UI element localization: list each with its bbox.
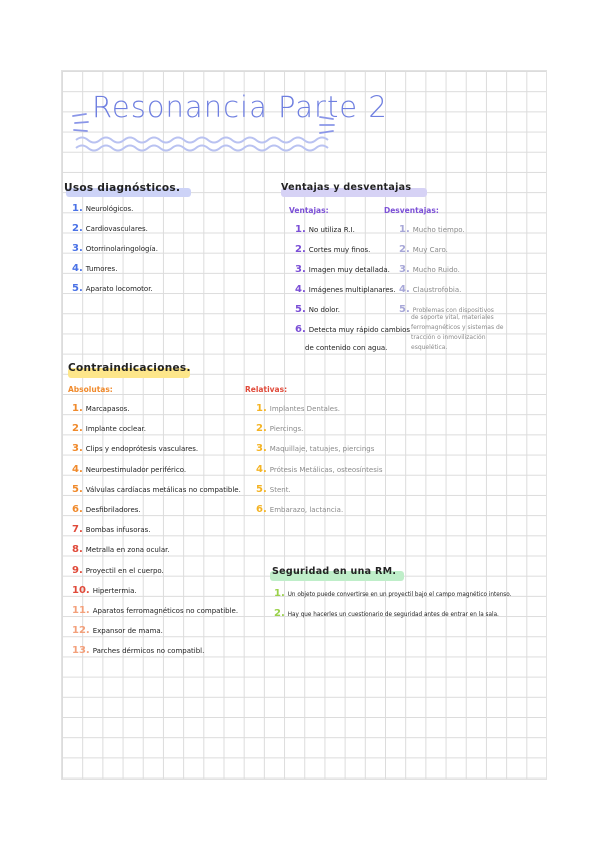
relativa-item-2: 2. Piercings. xyxy=(256,423,304,435)
desventaja-item-5-line5: esquelética. xyxy=(411,344,448,351)
seguridad-list xyxy=(274,588,511,628)
usos-item-2: 2. Cardiovasculares. xyxy=(72,223,148,234)
ventaja-item-4: 4. Imágenes multiplanares. xyxy=(295,284,396,295)
absoluta-item-2: 2. Implante coclear. xyxy=(72,423,147,435)
absoluta-item-12: 12. Expansor de mama. xyxy=(72,625,163,637)
contraindicaciones-heading: Contraindicaciones. xyxy=(68,362,191,374)
desventaja-item-5-line2: de soporte vital, materiales xyxy=(411,314,494,321)
absoluta-item-1: 1. Marcapasos. xyxy=(72,403,130,414)
ventaja-item-6-cont: de contenido con agua. xyxy=(305,344,388,352)
ventaja-item-1: 1. No utiliza R.I. xyxy=(295,224,355,235)
desventajas-list xyxy=(399,224,504,354)
absoluta-item-11: 11. Aparatos ferromagnéticos no compatible. xyxy=(72,604,239,616)
desventaja-item-5: 5. Problemas con dispositivos xyxy=(399,304,494,315)
ventaja-item-3: 3. Imagen muy detallada. xyxy=(295,264,390,275)
absoluta-item-13: 13. Parches dérmicos no compatibl. xyxy=(72,645,205,657)
relativa-item-5: 5. Stent. xyxy=(256,483,291,495)
relativa-item-4: 4. Prótesis Metálicas, osteosíntesis xyxy=(256,463,383,475)
seguridad-heading: Seguridad en una RM. xyxy=(272,566,397,577)
absoluta-item-10: 10. Hipertermia. xyxy=(72,584,137,596)
absoluta-item-5: 5. Válvulas cardíacas metálicas no compatible. xyxy=(72,483,241,495)
absoluta-item-7: 7. Bombas infusoras. xyxy=(72,524,151,536)
usos-item-5: 5. Aparato locomotor. xyxy=(72,283,153,294)
ventajas-list xyxy=(295,224,410,360)
usos-item-1: 1. Neurológicos. xyxy=(72,203,134,214)
absolutas-label: Absolutas: xyxy=(68,385,113,394)
seguridad-item-2: 2. Hay que hacerles un cuestionario de seguridad antes de entrar en la sala. xyxy=(274,608,499,619)
absoluta-item-9: 9. Proyectil en el cuerpo. xyxy=(72,564,164,576)
relativas-list xyxy=(256,403,382,524)
desventaja-item-2: 2. Muy Caro. xyxy=(399,244,448,255)
seguridad-item-1: 1. Un objeto puede convertirse en un proyectil bajo el campo magnético intenso. xyxy=(274,588,512,599)
absoluta-item-3: 3. Clips y endoprótesis vasculares. xyxy=(72,443,199,455)
absoluta-item-6: 6. Desfibriladores. xyxy=(72,503,141,515)
title-wave-underline xyxy=(74,134,336,154)
page-title: Resonancia Parte 2 xyxy=(92,90,388,124)
ventajas-label: Ventajas: xyxy=(289,206,329,215)
desventaja-item-5-line4: tracción o inmovilización xyxy=(411,334,486,341)
desventajas-label: Desventajas: xyxy=(384,206,439,215)
usos-item-4: 4. Tumores. xyxy=(72,263,118,274)
title-decoration-left xyxy=(72,112,90,134)
desventaja-item-3: 3. Mucho Ruido. xyxy=(399,264,460,275)
desventaja-item-4: 4. Claustrofobia. xyxy=(399,284,462,295)
usos-list xyxy=(72,203,158,303)
usos-heading: Usos diagnósticos. xyxy=(64,182,181,194)
ventaja-item-6: 6. Detecta muy rápido cambios xyxy=(295,324,411,335)
absoluta-item-4: 4. Neuroestimulador periférico. xyxy=(72,463,187,475)
absolutas-list xyxy=(72,403,241,665)
relativas-label: Relativas: xyxy=(245,385,288,394)
desventaja-item-1: 1. Mucho tiempo. xyxy=(399,224,465,235)
absoluta-item-8: 8. Metralla en zona ocular. xyxy=(72,544,170,556)
desventaja-item-5-line3: ferromagnéticos y sistemas de xyxy=(411,324,504,331)
ventajas-heading: Ventajas y desventajas xyxy=(281,182,412,193)
relativa-item-1: 1. Implantes Dentales. xyxy=(256,403,340,414)
relativa-item-3: 3. Maquillaje, tatuajes, piercings xyxy=(256,443,375,455)
relativa-item-6: 6. Embarazo, lactancia. xyxy=(256,503,344,515)
usos-item-3: 3. Otorrinolaringología. xyxy=(72,243,158,254)
ventaja-item-5: 5. No dolor. xyxy=(295,304,340,315)
ventaja-item-2: 2. Cortes muy finos. xyxy=(295,244,371,255)
